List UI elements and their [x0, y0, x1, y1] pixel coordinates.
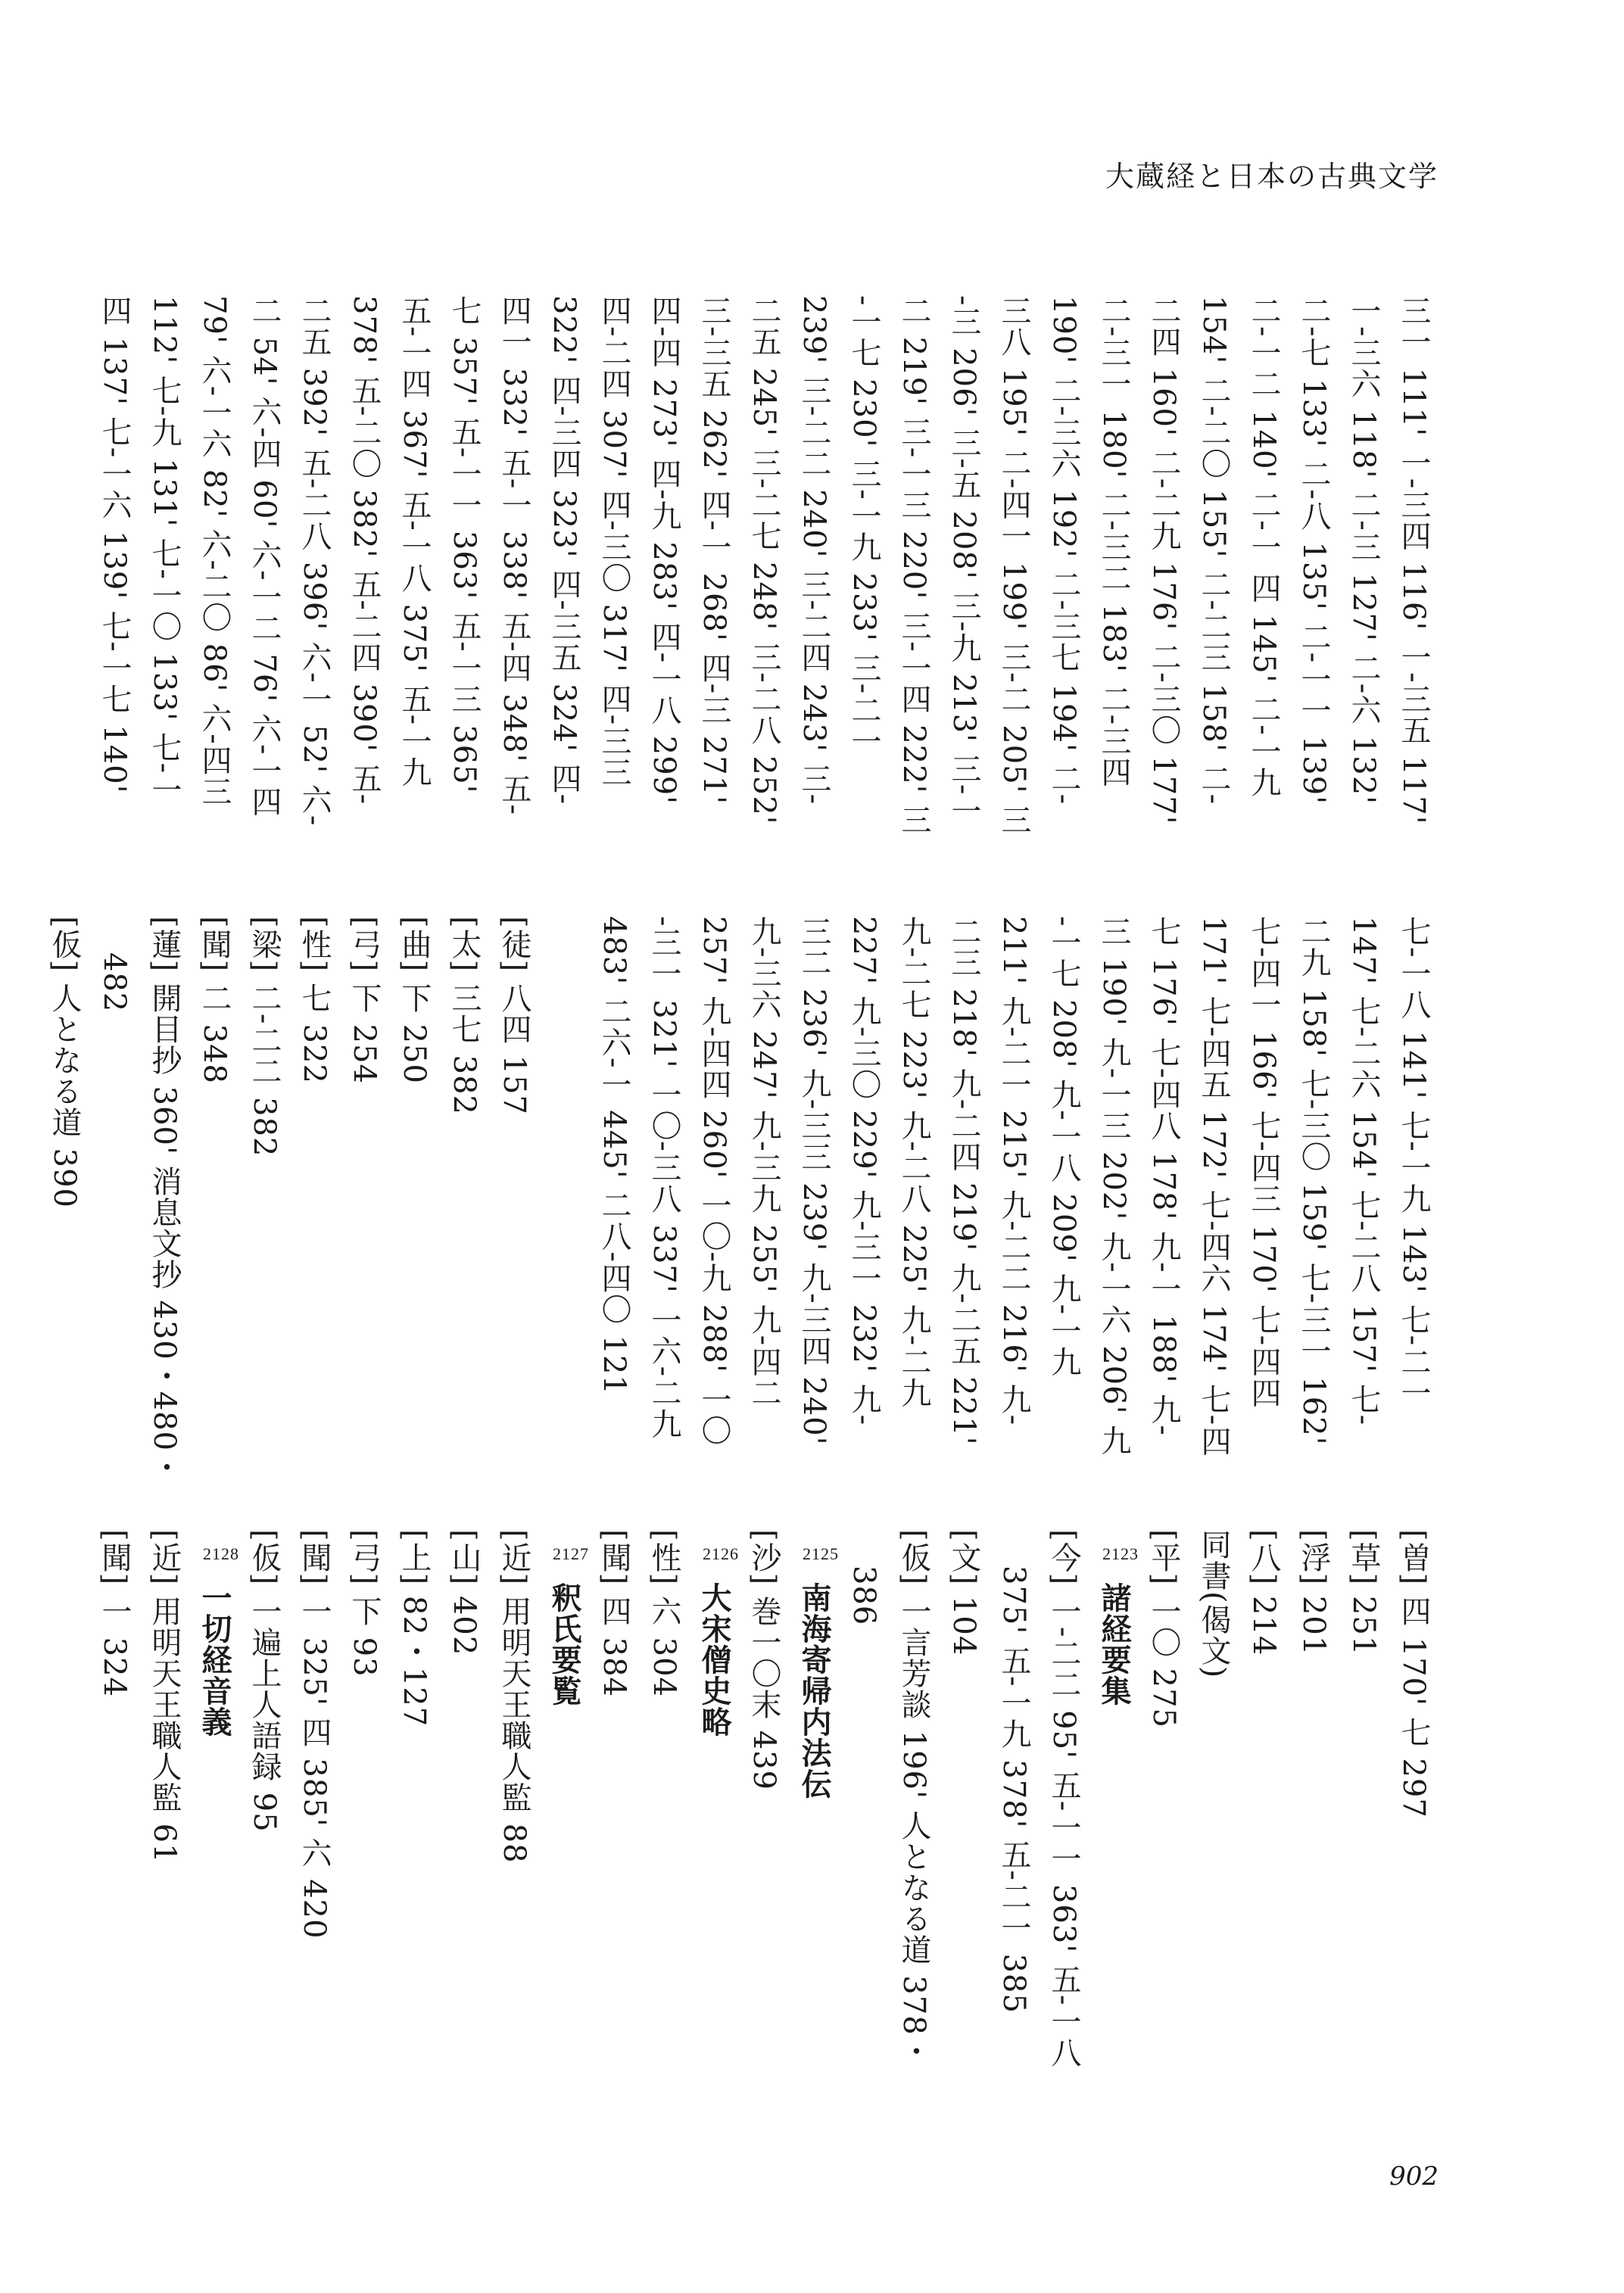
index-line: [性] 七 322 [297, 916, 332, 1084]
page-number: 902 [1389, 2161, 1439, 2192]
index-line: [性] 六 304 [647, 1529, 681, 1697]
index-line: 二-三一 180' 二-三二 183' 二-三四 [1096, 295, 1131, 788]
index-line: 375' 五-一九 378' 五-二一 385 [996, 1566, 1031, 2014]
index-line: 三一 111' 一-三四 116' 一-三五 117' [1396, 295, 1431, 825]
index-block-middle [39, 916, 1439, 1483]
index-line: 171' 七-四五 172' 七-四六 174' 七-四 [1196, 916, 1231, 1457]
index-line: [聞] 二 348 [197, 916, 232, 1084]
index-line: [近] 用明天王職人監 88 [497, 1529, 531, 1864]
index-line: 154' 二-二〇 155' 二-二三 158' 二- [1196, 295, 1231, 805]
index-line: 二四 160' 二-二九 176' 二-三〇 177' [1146, 295, 1181, 825]
index-line: 九-三六 247' 九-三九 255' 九-四二 [747, 916, 781, 1409]
index-line: 2127釈氏要覧 [547, 1544, 589, 1706]
index-line: [浮] 201 [1296, 1529, 1331, 1656]
index-line: 378' 五-二〇 382' 五-二四 390' 五- [347, 295, 382, 805]
index-line: 七-一八 141' 七-一九 143' 七-二一 [1396, 916, 1431, 1409]
index-line: -一七 208' 九-一八 209' 九-一九 [1046, 916, 1081, 1378]
index-line: 二九 158' 七-三〇 159' 七-三一 162' [1296, 916, 1331, 1446]
index-line: [草] 251 [1346, 1529, 1381, 1656]
index-line: 四 137' 七-一六 139' 七-一七 140' [97, 295, 132, 794]
index-line: [近] 用明天王職人監 61 [147, 1529, 182, 1864]
index-line: [徒] 八四 157 [497, 916, 531, 1115]
index-line: 二-七 133' 二-八 135' 二-一一 139' [1296, 295, 1331, 805]
index-line: 二-一二 140' 二-一 四 145' 二-一九 [1246, 295, 1281, 798]
index-line: 四-二四 307' 四-三〇 317' 四-三三 [597, 295, 631, 788]
index-line: 四一 332' 五-一 338' 五-四 348' 五- [497, 295, 531, 815]
index-line: 112' 七-九 131' 七-一〇 133' 七-一 [147, 295, 182, 805]
index-line: [沙] 巻一〇末 439 [747, 1529, 781, 1790]
index-line: 386 [846, 1566, 881, 1626]
index-line: [文] 104 [946, 1529, 981, 1656]
index-line: 239' 三-二二 240' 三-二四 243' 三- [796, 295, 831, 805]
index-line: [聞] 一 324 [97, 1529, 132, 1697]
index-line: [曲] 下 250 [397, 916, 432, 1084]
index-line: 2126大宋僧史略 [697, 1544, 739, 1737]
index-line: 七 176' 七-四八 178' 九-一 188' 九- [1146, 916, 1181, 1436]
index-line: 三-三五 262' 四-一 268' 四-三 271' [697, 295, 731, 805]
index-line: [曽] 四 170' 七 297 [1396, 1529, 1431, 1818]
index-line: [仮] 一言芳談 196' 人となる道 378・ [896, 1529, 931, 2067]
index-line: [聞] 一 325' 四 385' 六 420 [297, 1529, 332, 1939]
index-line [539, 916, 589, 1461]
index-block-top [89, 295, 1439, 855]
index-line: [蓮] 開目抄 360' 消息文抄 430・480・ [147, 916, 182, 1483]
index-line: 一-三六 118' 二-三 127' 二-六 132' [1346, 295, 1381, 805]
index-line: [上] 82・127 [397, 1529, 432, 1728]
index-line: 二三 218' 九-二四 219' 九-二五 221' [946, 916, 981, 1446]
running-header: 大蔵経と日本の古典文学 [1105, 160, 1439, 193]
index-line: 2123諸経要集 [1096, 1544, 1139, 1706]
index-line: 二 54' 六-四 60' 六-一二 76' 六-一四 [247, 295, 282, 818]
index-line: 二 219' 三-一三 220' 三-一四 222' 三 [896, 295, 931, 836]
index-line: 九-二七 223' 九-二八 225' 九-二九 [896, 916, 931, 1409]
index-line: 二五 245' 三-二七 248' 三-二八 252' [747, 295, 781, 825]
index-line: 三八 195' 二-四一 199' 三-二 205' 三 [996, 295, 1031, 836]
index-line: [今] 一-二二 95' 五-一一 363' 五-一八 [1046, 1529, 1081, 2068]
index-line: 2125南海寄帰内法伝 [796, 1544, 839, 1799]
index-line: 483' 二六-一 445' 二八-四〇 121 [597, 916, 631, 1395]
index-line: -一七 230' 三-一九 233' 三-二一 [846, 295, 881, 757]
index-block-bottom [89, 1529, 1439, 2068]
index-line: 四-四 273' 四-九 283' 四-一八 299' [647, 295, 681, 805]
index-line: 七-四一 166' 七-四三 170' 七-四四 [1246, 916, 1281, 1409]
index-line: 七 357' 五-一一 363' 五-一三 365' [447, 295, 482, 794]
index-line: [太] 三七 382 [447, 916, 482, 1115]
index-line: [梁] 二-二二 382 [247, 916, 282, 1157]
index-line: [仮] 一遍上人語録 95 [247, 1529, 282, 1833]
index-line: 190' 二-三六 192' 二-三七 194' 二- [1046, 295, 1081, 805]
index-line: [仮] 人となる道 390 [47, 916, 82, 1208]
index-line: 79' 六-一六 82' 六-二〇 86' 六-四三 [197, 295, 232, 807]
index-line: 五-一四 367' 五-一八 375' 五-一九 [397, 295, 432, 788]
index-line: 147' 七-二六 154' 七-二八 157' 七- [1346, 916, 1381, 1426]
index-line: 二五 392' 五-二八 396' 六-一 52' 六- [297, 295, 332, 827]
index-line: 三 190' 九-一三 202' 九-一六 206' 九 [1096, 916, 1131, 1456]
index-line: [八] 214 [1246, 1529, 1281, 1656]
index-line: 三二 236' 九-三三 239' 九-三四 240' [796, 916, 831, 1446]
index-line: [山] 402 [447, 1529, 482, 1656]
index-line: 211' 九-二一 215' 九-二二 216' 九- [996, 916, 1031, 1426]
index-line: 482 [97, 952, 132, 1013]
index-line: [聞] 四 384 [597, 1529, 631, 1697]
index-line: [弓] 下 254 [347, 916, 382, 1084]
index-line: 2128一切経音義 [197, 1544, 239, 1737]
index-line: -三一 321' 一〇-三八 337' 一六-二九 [647, 916, 681, 1440]
index-line: 322' 四-三四 323' 四-三五 324' 四- [547, 295, 581, 805]
index-line: [平] 一〇 275 [1146, 1529, 1181, 1728]
index-line: 257' 九-四四 260' 一〇-九 288' 一〇 [697, 916, 731, 1446]
index-line: 227' 九-三〇 229' 九-三一 232' 九- [846, 916, 881, 1426]
index-line: [弓] 下 93 [347, 1529, 382, 1678]
index-line: -三 206' 三-五 208' 三-九 213' 三-一 [946, 295, 981, 827]
index-line: 同書(偈文) [1196, 1529, 1231, 1679]
